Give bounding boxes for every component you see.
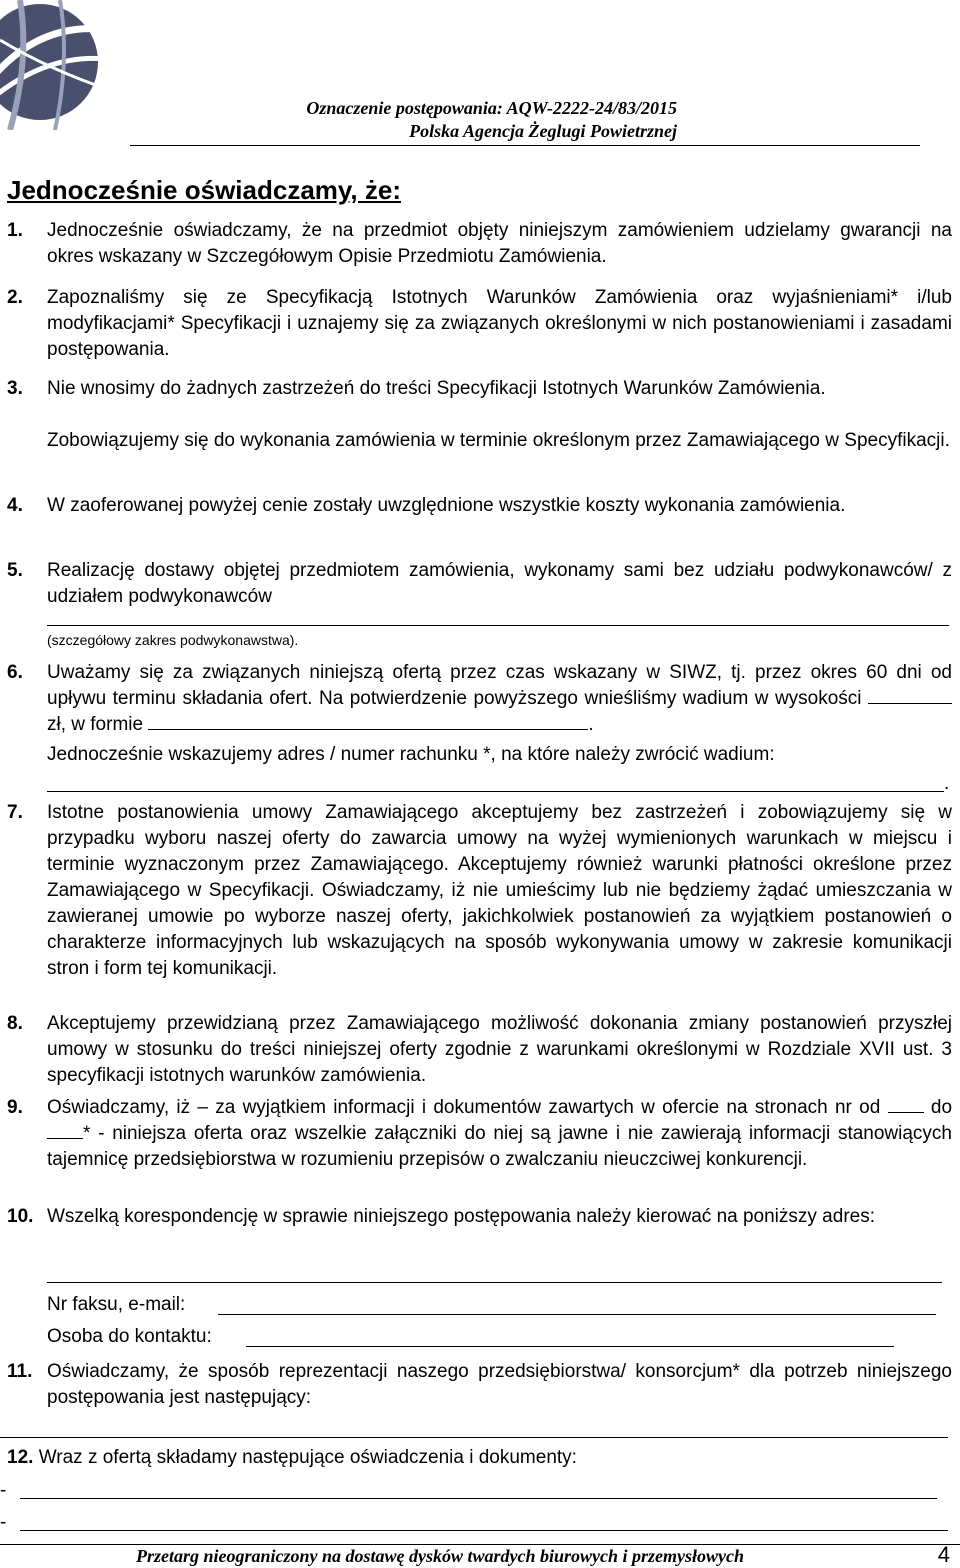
item-5 bbox=[7, 558, 952, 610]
page-number: 4 bbox=[937, 1542, 950, 1567]
document-dash: - bbox=[0, 1512, 7, 1533]
item-text: Wraz z ofertą składamy następujące oświadczenia i dokumenty: bbox=[38, 1447, 577, 1468]
item-11 bbox=[7, 1359, 952, 1411]
item-6 bbox=[7, 660, 952, 738]
item-3 bbox=[7, 376, 952, 402]
fax-label: Nr faksu, e-mail: bbox=[47, 1294, 186, 1315]
contact-blank[interactable] bbox=[246, 1346, 894, 1347]
item-number: 9. bbox=[7, 1097, 23, 1118]
item-12 bbox=[7, 1445, 577, 1471]
address-blank[interactable] bbox=[47, 1282, 942, 1283]
item-text: Zapoznaliśmy się ze Specyfikacją Istotnych Warunków Zamówienia oraz wyjaśnieniami* i/lub modyfikacjami* Specyfikacji i uznajemy się za związanych określonymi w nich postanowieniami i zasadami postępowania. bbox=[47, 287, 952, 360]
item-text: Realizację dostawy objętej przedmiotem zamówienia, wykonamy sami bez udziału podwykonawców/ z udziałem podwykonawców bbox=[47, 560, 952, 607]
item-1 bbox=[7, 218, 952, 270]
item-text: . bbox=[944, 773, 950, 794]
item-number: 10. bbox=[7, 1206, 34, 1227]
footer-rule bbox=[0, 1544, 960, 1545]
item-9 bbox=[7, 1095, 953, 1173]
agency-name: Polska Agencja Żeglugi Powietrznej bbox=[409, 121, 677, 141]
wadium-form-blank[interactable] bbox=[148, 713, 588, 730]
item-number: 2. bbox=[7, 287, 23, 308]
item-text: do bbox=[930, 1097, 953, 1118]
item-6-account-text: Jednocześnie wskazujemy adres / numer rachunku *, na które należy zwrócić wadium: bbox=[47, 744, 775, 765]
document-blank-2[interactable] bbox=[20, 1530, 948, 1531]
section-heading: Jednocześnie oświadczamy, że: bbox=[7, 175, 401, 205]
document-blank-1[interactable] bbox=[20, 1498, 937, 1499]
item-7 bbox=[7, 800, 952, 982]
item-text: Istotne postanowienia umowy Zamawiającego akceptujemy bez zastrzeżeń i zobowiązujemy się w przypadku wyboru naszej oferty do zawarcia umowy na wyżej wymienionych warunkach w miejscu i terminie wyznaczonym przez Zamawiającego. Akceptujemy również warunki płatności określone przez Zamawiającego w Specyfikacji. Oświadczamy, iż nie umieścimy lub nie będziemy żądać umieszczania w zawieranej umowie po wyborze naszej oferty, jakichkolwiek postanowień za wyjątkiem postanowień o charakterze informacyjnych lub wskazujących na sposób wykonywania umowy w zakresie komunikacji stron i form tej komunikacji. bbox=[47, 802, 952, 979]
account-blank[interactable] bbox=[47, 791, 944, 792]
item-text: Oświadczamy, że sposób reprezentacji naszego przedsiębiorstwa/ konsorcjum* dla potrzeb niniejszego postępowania jest następujący: bbox=[47, 1361, 952, 1408]
item-number: 5. bbox=[7, 560, 23, 581]
item-text: Uważamy się za związanych niniejszą ofertą przez czas wskazany w SIWZ, tj. przez okres 60 dni od upływu terminu składania ofert. Na potwierdzenie powyższego wnieśliśmy wadium w wysokości bbox=[47, 662, 952, 709]
item-4 bbox=[7, 493, 952, 519]
item-number: 12. bbox=[7, 1447, 34, 1468]
item-number: 1. bbox=[7, 220, 23, 241]
item-text: Nie wnosimy do żadnych zastrzeżeń do treści Specyfikacji Istotnych Warunków Zamówienia. bbox=[47, 378, 826, 399]
fax-blank[interactable] bbox=[218, 1314, 936, 1315]
item-number: 8. bbox=[7, 1013, 23, 1034]
item-text: zł, w formie bbox=[47, 714, 144, 735]
item-8 bbox=[7, 1011, 952, 1089]
header-rule bbox=[130, 145, 920, 146]
wadium-amount-blank[interactable] bbox=[868, 687, 952, 704]
item-number: 11. bbox=[7, 1361, 33, 1382]
page-to-blank[interactable] bbox=[47, 1122, 83, 1139]
contact-label: Osoba do kontaktu: bbox=[47, 1326, 212, 1347]
item-text: * - niniejsza oferta oraz wszelkie załączniki do niej są jawne i nie zawierają informacji stanowiących tajemnicę przedsiębiorstwa w rozumieniu przepisów o zwalczaniu nieuczciwej konkurencji. bbox=[47, 1123, 952, 1170]
item-text: . bbox=[588, 714, 594, 735]
item-number: 4. bbox=[7, 495, 23, 516]
item-text: Akceptujemy przewidzianą przez Zamawiającego możliwość dokonania zmiany postanowień przyszłej umowy w stosunku do treści niniejszej oferty zgodnie z warunkami określonymi w Rozdziale XVII ust. 3 specyfikacji istotnych warunków zamówienia. bbox=[47, 1013, 952, 1086]
item-text: Oświadczamy, iż – za wyjątkiem informacji i dokumentów zawartych w ofercie na stronach nr od bbox=[47, 1097, 881, 1118]
procedure-id: Oznaczenie postępowania: AQW-2222-24/83/2015 bbox=[306, 98, 677, 118]
item-10 bbox=[7, 1204, 952, 1230]
item-3-continuation bbox=[47, 428, 952, 454]
item-2 bbox=[7, 285, 952, 363]
representation-blank[interactable] bbox=[0, 1437, 948, 1438]
subcontracting-blank[interactable] bbox=[47, 625, 949, 626]
document-dash: - bbox=[0, 1480, 7, 1501]
item-number: 6. bbox=[7, 662, 23, 683]
item-text: W zaoferowanej powyżej cenie zostały uwzględnione wszystkie koszty wykonania zamówienia. bbox=[47, 495, 846, 516]
footer-text: Przetarg nieograniczony na dostawę dysków twardych biurowych i przemysłowych bbox=[136, 1546, 745, 1566]
agency-logo bbox=[0, 0, 120, 130]
item-text: Wszelką korespondencję w sprawie niniejszego postępowania należy kierować na poniższy adres: bbox=[47, 1206, 875, 1227]
item-number: 7. bbox=[7, 802, 23, 823]
item-text: Zobowiązujemy się do wykonania zamówienia w terminie określonym przez Zamawiającego w Specyfikacji. bbox=[47, 430, 950, 451]
item-number: 3. bbox=[7, 378, 23, 399]
subcontracting-note: (szczegółowy zakres podwykonawstwa). bbox=[47, 632, 299, 648]
page-from-blank[interactable] bbox=[888, 1096, 924, 1113]
item-text: Jednocześnie oświadczamy, że na przedmiot objęty niniejszym zamówieniem udzielamy gwarancji na okres wskazany w Szczegółowym Opisie Przedmiotu Zamówienia. bbox=[47, 220, 952, 267]
